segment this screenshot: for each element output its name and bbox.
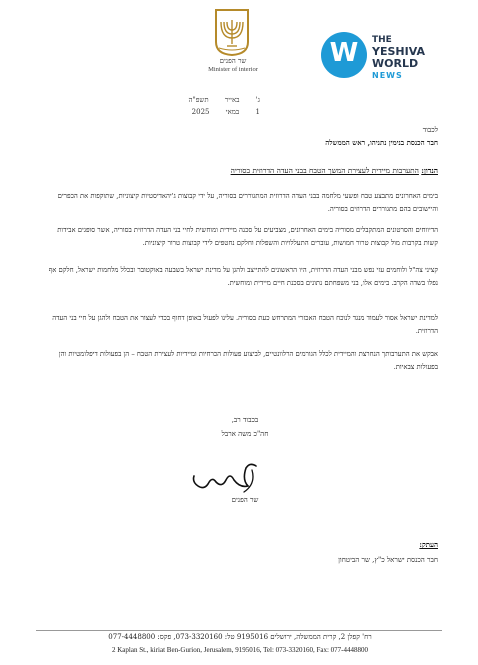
hebrew-date-day: ג': [255, 96, 260, 104]
hebrew-date-month: באייר: [224, 96, 240, 104]
hebrew-date: [110, 96, 260, 104]
watermark-logo-text: [372, 34, 425, 82]
closing-regards: בכבוד רב,: [231, 416, 259, 424]
signer-name: חה"כ משה ארבל: [221, 430, 269, 438]
footer-divider: [36, 630, 442, 631]
subject-label: הנדון:: [421, 166, 438, 175]
gregorian-date: [110, 108, 260, 116]
footer-address-hebrew: רח' קפלן 2, קרית הממשלה, ירושלים 9195016 טל: 073-3320160, פקס: 077-4448800: [108, 633, 372, 641]
hebrew-date-year: תשפ"ה: [188, 96, 209, 104]
handwritten-signature: [186, 458, 264, 498]
subject-text: התערבות מיידית לעצירת המשך הטבח בבני העדה הדרוזית בסוריה: [230, 166, 419, 175]
watermark-line1: THE: [372, 35, 392, 45]
body-paragraph-1: בימים האחרונים מתבצע טבח ופשעי מלחמה בבני העדה הדרוזית המתגוררים בסוריה, על ידי קבוצות ג'יהאדיסטיות קיצוניות, שתוקפות את הכפרים והיישובים בהם מתגוררים הדרוזים בסוריה.: [57, 192, 438, 213]
watermark-line3: WORLD: [372, 57, 419, 70]
gregorian-date-day: 1: [255, 108, 260, 116]
state-emblem-icon: [213, 8, 251, 56]
subject-line: [88, 166, 438, 175]
body-paragraph-2: הדיווחים והסרטונים המתקבלים מסוריה בימים האחרונים, מצביעים על סכנה מיידית ומוחשית לחיי בני העדה הדרוזית בסוריה, אשר סופגים אבידות קשות בקרבות מול קבוצות טרור חמושות, עוברים התעללויות והשפלות וחלקם נחטפים לידי קבוצות טרור קיצוניות.: [57, 226, 438, 247]
cc-recipient: חבר הכנסת ישראל כ"ץ, שר הביטחון: [338, 556, 438, 564]
body-paragraph-4: למדינת ישראל אסור לעמוד מנגד לנוכח הטבח האכזרי המתרחש כעת בסוריה. עלינו לפעול באופן דחוף בכדי לעצור את הטבח ולהגן על חיי בני העדה הדרוזית.: [52, 314, 438, 335]
watermark-logo-letter: W: [329, 38, 359, 68]
signer-title: שר הפנים: [231, 496, 259, 504]
watermark-line4: NEWS: [372, 71, 403, 80]
body-paragraph-5: אבקש את התערבותך הנחרצת והמיידית לכלל הגורמים הרלוונטיים, לביצוע פעולות הכרחיות ומיידיות לעצירת הטבח – הן בפעולות דיפלומטיות והן בפעולות צבאיות.: [58, 350, 438, 371]
gregorian-date-month: במאי: [225, 108, 240, 116]
cc-label: העתק:: [419, 540, 438, 549]
body-paragraph-3: קציני צה"ל ולוחמים עזי נפש מבני העדה הדרוזית, היו הראשונים להתייצב ולהגן על מדינת ישראל בשבעה באוקטובר ובכלל מלחמות ישראל, חלקם אף נפלו בשדה הקרב. בימים אלו, בני משפחתם נתונים בסכנת חיים מיידית ומוחשית.: [48, 266, 438, 287]
ministry-name-hebrew: שר הפנים: [219, 57, 247, 65]
ministry-name-english: Minister of interior: [208, 66, 258, 73]
watermark-line2: YESHIVA: [372, 45, 425, 58]
gregorian-date-year: 2025: [191, 108, 210, 116]
recipient-name: חבר הכנסת בנימין נתניהו, ראש הממשלה: [325, 138, 438, 147]
footer-address-english: 2 Kaplan St., kiriat Ben-Gurion, Jerusalem, 9195016, Tel: 073-3320160, Fax: 077-4448800: [111, 646, 369, 654]
salutation: לכבוד: [422, 126, 438, 134]
